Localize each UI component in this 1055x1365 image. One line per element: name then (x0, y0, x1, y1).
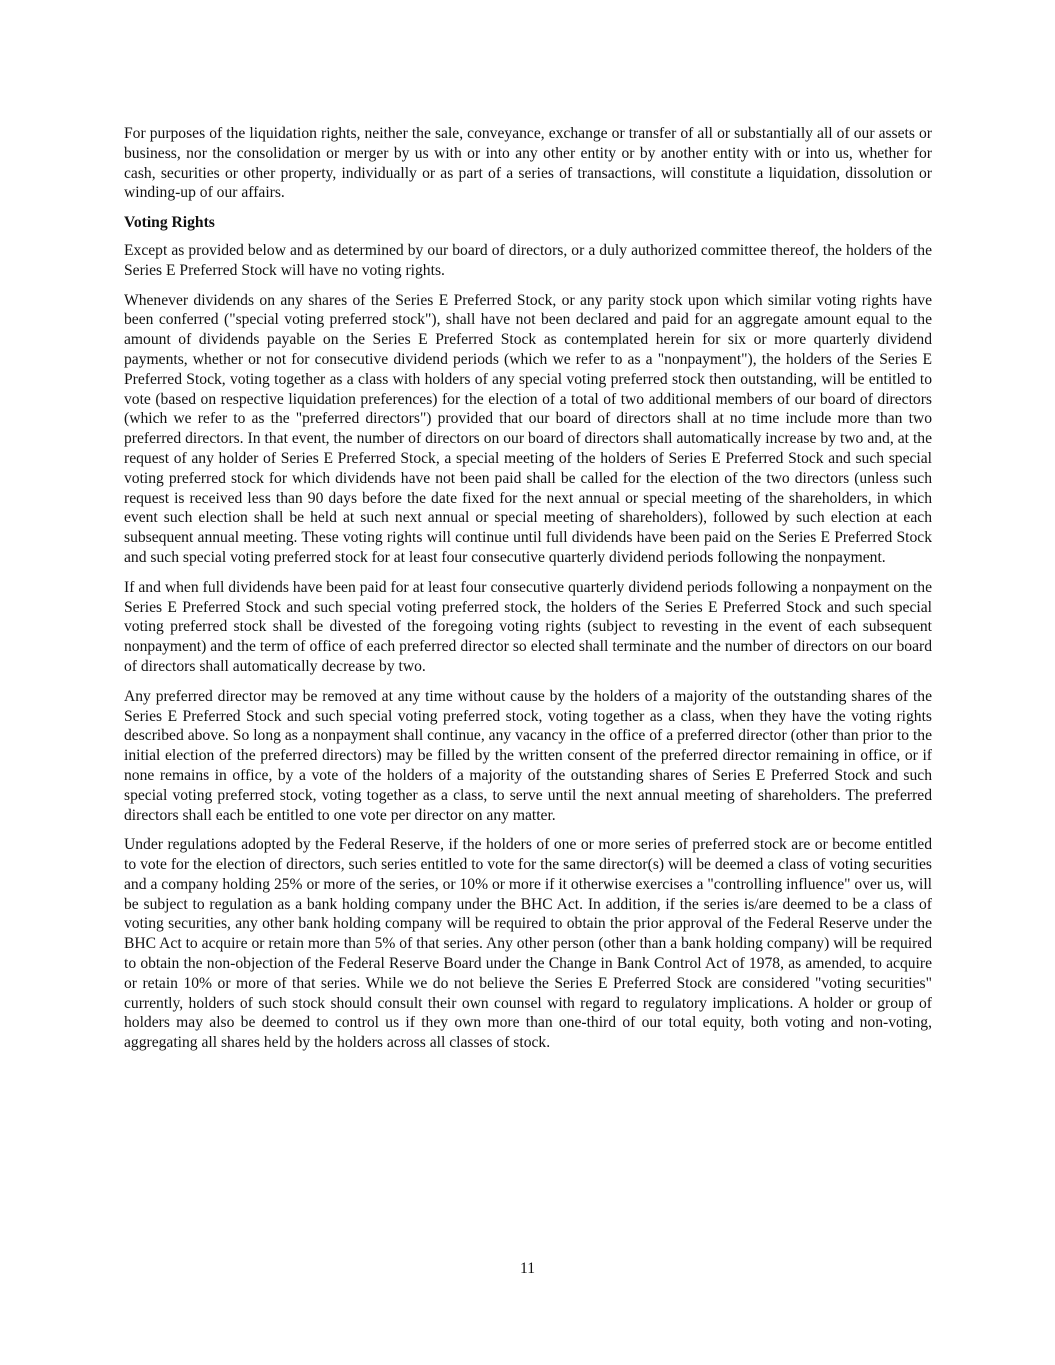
paragraph-federal-reserve: Under regulations adopted by the Federal Reserve, if the holders of one or more series of preferred stock are or become entitled to vote for the election of directors, such series entitled to vote for the same director(s) will be deemed a class of voting securities and a company holding 25% or more of the series, or 10% or more if it otherwise exercises a "controlling influence" over us, will be subject to regulation as a bank holding company under the BHC Act. In addition, if the series is/are deemed to be a class of voting securities, any other bank holding company will be required to obtain the prior approval of the Federal Reserve under the BHC Act to acquire or retain more than 5% of that series. Any other person (other than a bank holding company) will be required to obtain the non-objection of the Federal Reserve Board under the Change in Bank Control Act of 1978, as amended, to acquire or retain 10% or more of that series. While we do not believe the Series E Preferred Stock are considered "voting securities" currently, holders of such stock should consult their own counsel with regard to regulatory implications. A holder or group of holders may also be deemed to control us if they own more than one-third of our total equity, both voting and non-voting, aggregating all shares held by the holders across all classes of stock. (124, 836, 932, 1052)
paragraph-no-voting-rights: Except as provided below and as determined by our board of directors, or a duly authorized committee thereof, the holders of the Series E Preferred Stock will have no voting rights. (124, 241, 932, 279)
paragraph-nonpayment: Whenever dividends on any shares of the Series E Preferred Stock, or any parity stock upon which similar voting rights have been conferred ("special voting preferred stock"), shall have not been declared and paid for an aggregate amount equal to the amount of dividends payable on the Series E Preferred Stock as contemplated herein for six or more quarterly dividend payments, whether or not for consecutive dividend periods (which we refer to as a "nonpayment"), the holders of the Series E Preferred Stock, voting together as a class with holders of any special voting preferred stock then outstanding, will be entitled to vote (based on respective liquidation preferences) for the election of a total of two additional members of our board of directors (which we refer to as the "preferred directors") provided that our board of directors shall at no time include more than two preferred directors. In that event, the number of directors on our board of directors shall automatically increase by two and, at the request of any holder of Series E Preferred Stock, a special meeting of the holders of Series E Preferred Stock and such special voting preferred stock for which dividends have not been paid shall be called for the election of the two directors (unless such request is received less than 90 days before the date fixed for the next annual or special meeting of the shareholders, in which event such election shall be held at such next annual or special meeting of shareholders), followed by such election at each subsequent annual meeting. These voting rights will continue until full dividends have been paid on the Series E Preferred Stock and such special voting preferred stock for at least four consecutive quarterly dividend periods following the nonpayment. (124, 291, 932, 566)
page-number: 11 (519, 1260, 535, 1277)
paragraph-removal: Any preferred director may be removed at any time without cause by the holders of a majority of the outstanding shares of the Series E Preferred Stock and such special voting preferred stock, voting together as a class, when they have the voting rights described above. So long as a nonpayment shall continue, any vacancy in the office of a preferred director (other than prior to the initial election of the preferred directors) may be filled by the written consent of the preferred director remaining in office, or if none remains in office, by a vote of the holders of a majority of the outstanding shares of Series E Preferred Stock and such special voting preferred stock, voting together as a class, to serve until the next annual meeting of shareholders. The preferred directors shall each be entitled to one vote per director on any matter. (124, 687, 932, 824)
section-heading-voting-rights: Voting Rights (124, 214, 215, 232)
paragraph-liquidation: For purposes of the liquidation rights, neither the sale, conveyance, exchange or transfer of all or substantially all of our assets or business, nor the consolidation or merger by us with or into any other entity or by another entity with or into us, whether for cash, securities or other property, individually or as part of a series of transactions, will constitute a liquidation, dissolution or winding-up of our affairs. (124, 125, 932, 202)
document-page (124, 124, 932, 1063)
paragraph-divestment: If and when full dividends have been paid for at least four consecutive quarterly dividend periods following a nonpayment on the Series E Preferred Stock and such special voting preferred stock, the holders of the Series E Preferred Stock and such special voting preferred stock shall be divested of the foregoing voting rights (subject to revesting in the event of each subsequent nonpayment) and the term of office of each preferred director so elected shall terminate and the number of directors on our board of directors shall automatically decrease by two. (124, 578, 932, 675)
